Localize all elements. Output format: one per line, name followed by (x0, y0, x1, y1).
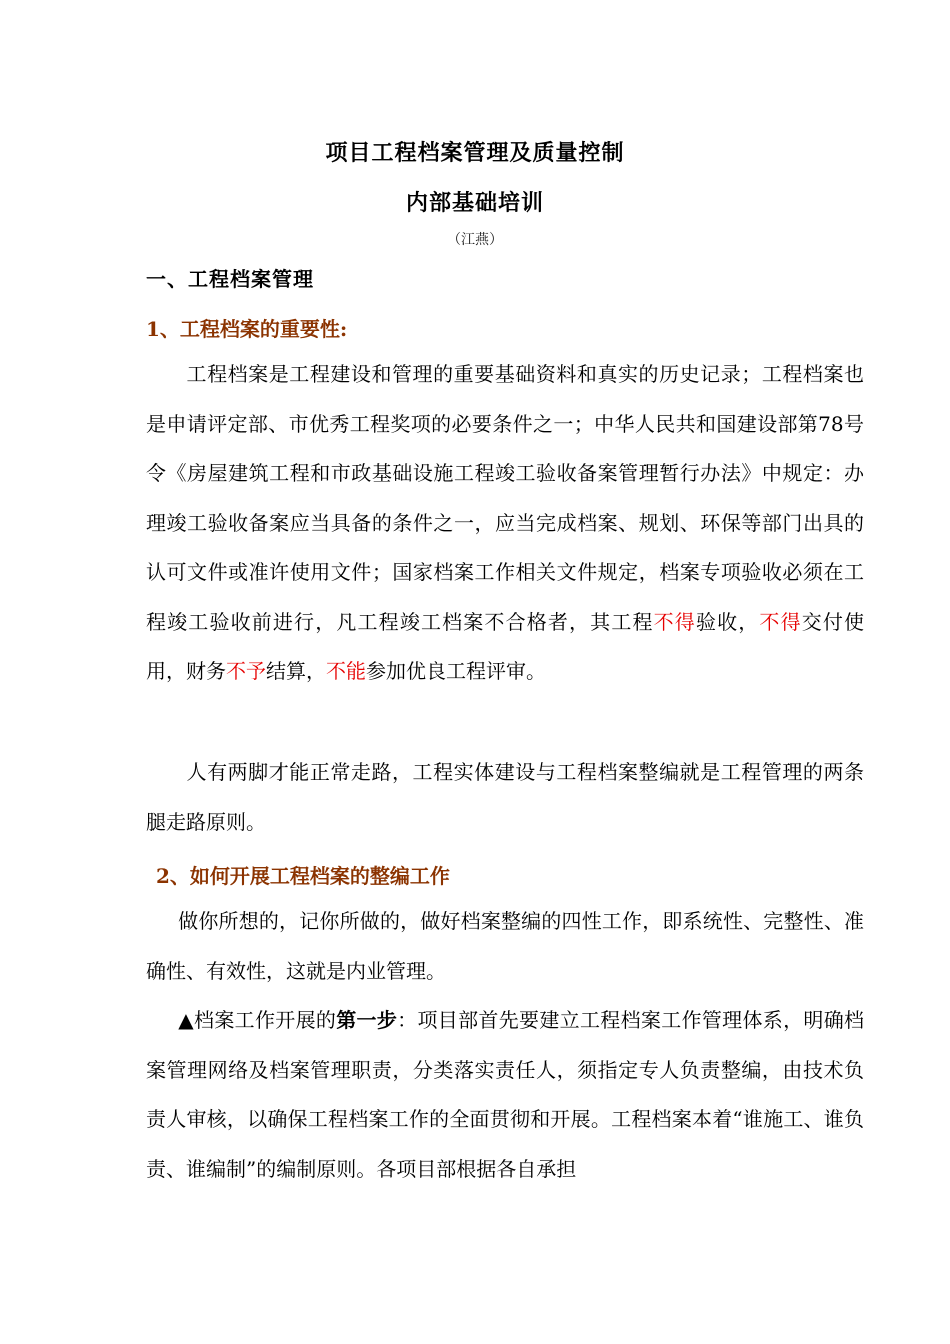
document-subtitle: 内部基础培训 (405, 190, 544, 216)
paragraph-text: 人有两脚才能正常走路，工程实体建设与工程档案整编就是工程管理的两条腿走路原则。 (146, 760, 864, 834)
paragraph-text: 做你所想的，记你所做的，做好档案整编的四性工作，即系统性、完整性、准确性、有效性，这就是内业管理。 (146, 909, 864, 983)
paragraph-text: 交付使用，财务 (146, 609, 865, 683)
paragraph-text: 结算， (266, 659, 326, 683)
emphasis-text: 不得 (759, 609, 802, 634)
paragraph-four-properties (146, 897, 864, 996)
paragraph-text: 参加优良工程评审。 (366, 659, 546, 683)
paragraph-text: ：项目部首先要建立工程档案工作管理体系，明确档案管理网络及档案管理职责，分类落实责任人，须指定专人负责整编，由技术负责人审核，以确保工程档案工作的全面贯彻和开展。工程档案本着“谁施工、谁负责、谁编制”的编制原则。各项目部根据各自承担 (146, 1008, 865, 1181)
section-heading: 一、工程档案管理 (146, 267, 314, 291)
paragraph-text: 档案工作开展的 (194, 1008, 337, 1032)
emphasis-text: 不能 (326, 659, 366, 683)
emphasis-text: 不得 (653, 609, 696, 634)
subsection-heading-how-to: 2、如何开展工程档案的整编工作 (156, 864, 450, 888)
author-name: （江燕） (447, 232, 503, 248)
document-title: 项目工程档案管理及质量控制 (325, 140, 625, 166)
paragraph-text: 工程档案是工程建设和管理的重要基础资料和真实的历史记录；工程档案也是申请评定部、市优秀工程奖项的必要条件之一；中华人民共和国建设部第78号令《房屋建筑工程和市政基础设施工程竣工验收备案管理暂行办法》中规定：办理竣工验收备案应当具备的条件之一，应当完成档案、规划、环保等部门出具的认可文件或准许使用文件；国家档案工作相关文件规定，档案专项验收必须在工程竣工验收前进行，凡工程竣工档案不合格者，其工程 (146, 362, 864, 634)
paragraph-first-step (146, 996, 864, 1194)
paragraph-importance (146, 350, 864, 697)
subsection-heading-importance: 1、工程档案的重要性: (146, 317, 348, 341)
bold-text: 第一步 (336, 1008, 398, 1032)
emphasis-text: 不予 (226, 659, 266, 683)
triangle-bullet-icon: ▲ (178, 1008, 195, 1032)
paragraph-text: 验收， (695, 609, 760, 634)
paragraph-two-legs (146, 748, 864, 847)
